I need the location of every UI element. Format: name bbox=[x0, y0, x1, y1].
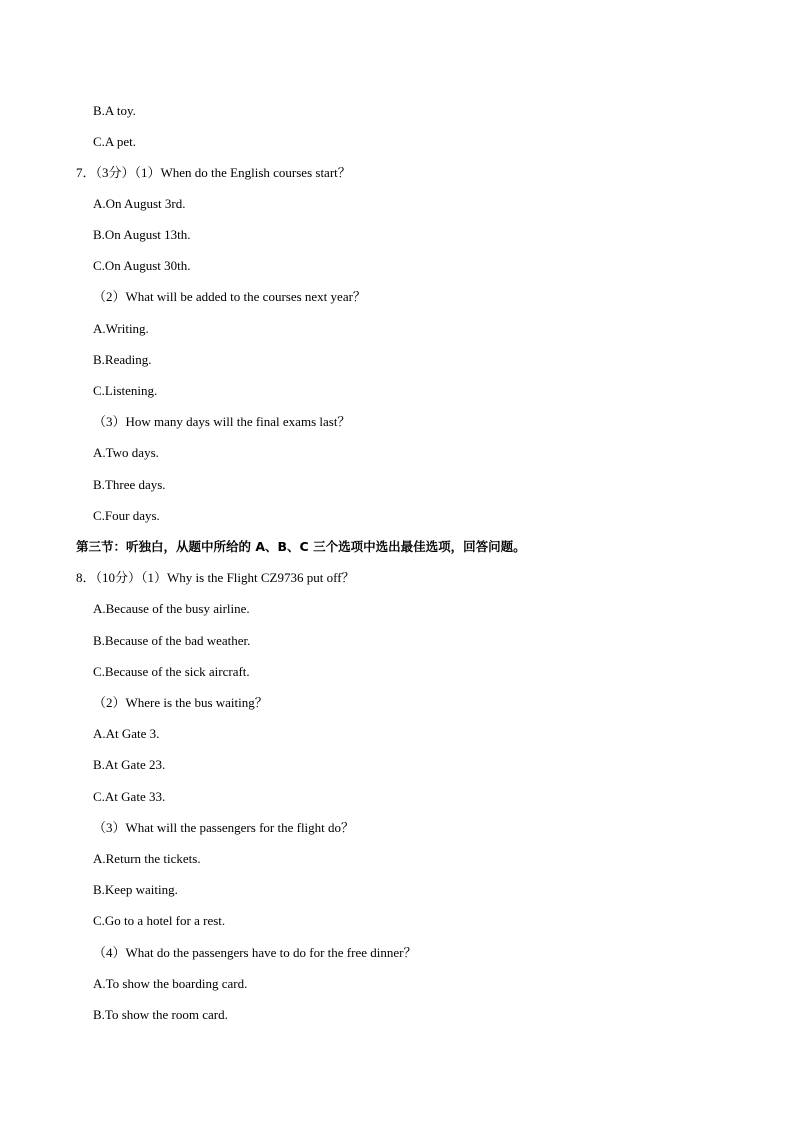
q8-part1-option-a: A.Because of the busy airline. bbox=[93, 601, 250, 616]
q8-part3-option-b: B.Keep waiting. bbox=[93, 882, 178, 897]
q7-part1-option-b: B.On August 13th. bbox=[93, 227, 191, 242]
q7-header: 7．（3分）（1）When do the English courses start？ bbox=[76, 165, 351, 180]
q8-part2-question: （2）Where is the bus waiting？ bbox=[93, 695, 268, 710]
q7-part2-option-a: A.Writing. bbox=[93, 321, 149, 336]
q7-part3-option-c: C.Four days. bbox=[93, 508, 160, 523]
q8-part1-option-b: B.Because of the bad weather. bbox=[93, 633, 251, 648]
q8-part2-option-c: C.At Gate 33. bbox=[93, 789, 166, 804]
q7-part2-option-c: C.Listening. bbox=[93, 383, 158, 398]
q8-part4-option-a: A.To show the boarding card. bbox=[93, 976, 248, 991]
q8-part3-option-a: A.Return the tickets. bbox=[93, 851, 201, 866]
q8-part3-option-c: C.Go to a hotel for a rest. bbox=[93, 913, 226, 928]
q7-part3-option-a: A.Two days. bbox=[93, 445, 159, 460]
q7-part3-question: （3）How many days will the final exams last？ bbox=[93, 414, 351, 429]
q7-part1-option-c: C.On August 30th. bbox=[93, 258, 191, 273]
q8-part3-question: （3）What will the passengers for the flight do？ bbox=[93, 820, 355, 835]
q7-part1-option-a: A.On August 3rd. bbox=[93, 196, 186, 211]
q7-part2-option-b: B.Reading. bbox=[93, 352, 152, 367]
q7-part2-question: （2）What will be added to the courses next year？ bbox=[93, 289, 366, 304]
q8-part4-question: （4）What do the passengers have to do for the free dinner？ bbox=[93, 945, 417, 960]
q7-part3-option-b: B.Three days. bbox=[93, 477, 166, 492]
q6-option-c: C.A pet. bbox=[93, 134, 136, 149]
q6-option-b: B.A toy. bbox=[93, 103, 136, 118]
q8-part2-option-a: A.At Gate 3. bbox=[93, 726, 160, 741]
section-3-title: 第三节：听独白，从题中所给的 A、B、C 三个选项中选出最佳选项，回答问题。 bbox=[76, 539, 526, 554]
q8-part2-option-b: B.At Gate 23. bbox=[93, 757, 166, 772]
q8-header: 8．（10分）（1）Why is the Flight CZ9736 put off？ bbox=[76, 570, 355, 585]
q8-part1-option-c: C.Because of the sick aircraft. bbox=[93, 664, 250, 679]
q8-part4-option-b: B.To show the room card. bbox=[93, 1007, 228, 1022]
